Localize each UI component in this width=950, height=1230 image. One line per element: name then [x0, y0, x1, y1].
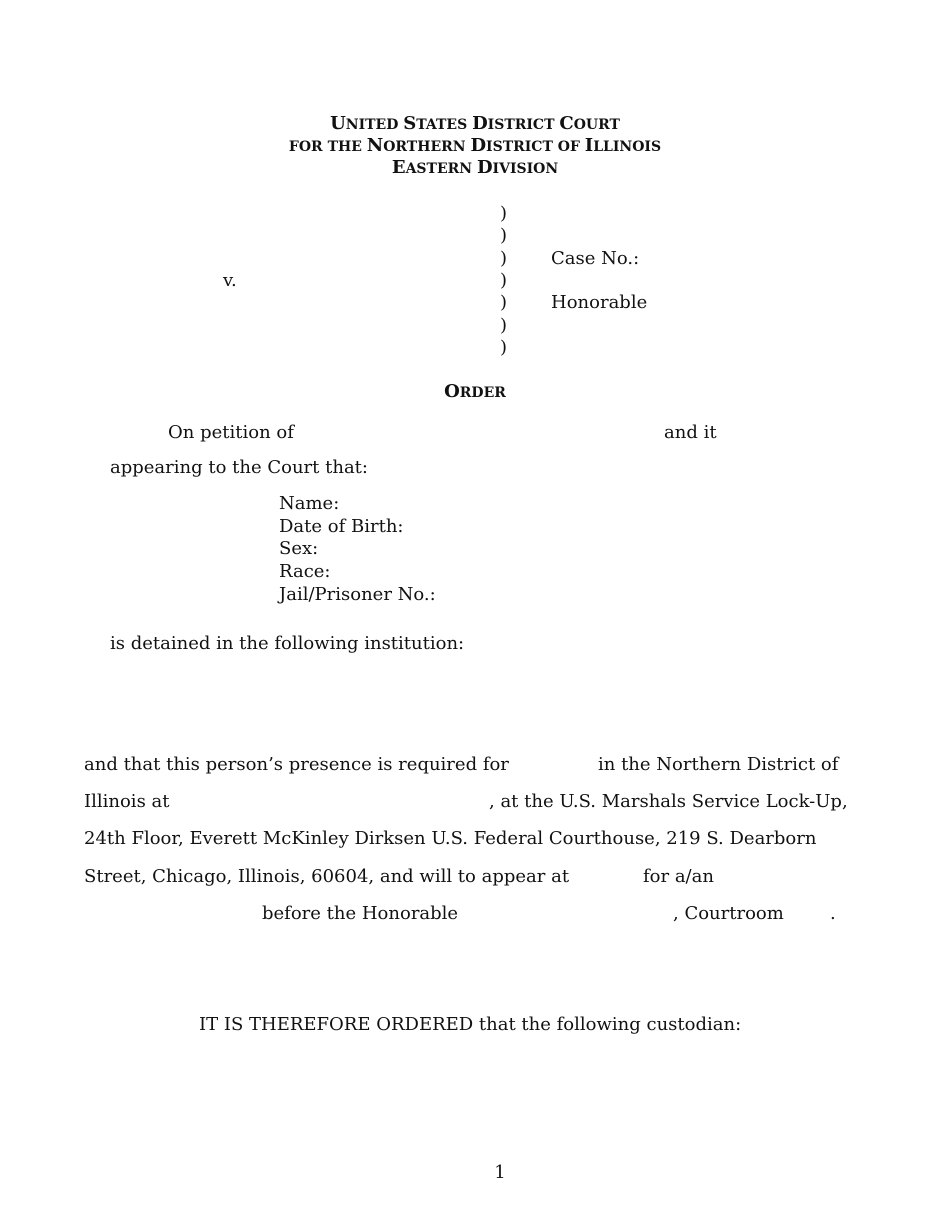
- presence-required-text: and that this person’s presence is required for: [84, 754, 509, 775]
- detained-text: is detained in the following institution:: [110, 633, 465, 654]
- courthouse-address-text: 24th Floor, Everett McKinley Dirksen U.S. Federal Courthouse, 219 S. Dearborn: [84, 828, 817, 849]
- appearing-text: appearing to the Court that:: [110, 457, 368, 478]
- for-a-an-text: for a/an: [643, 866, 714, 887]
- court-district-line: FOR THE NORTHERN DISTRICT OF ILLINOIS: [288, 135, 662, 156]
- caption-paren: ): [500, 337, 508, 358]
- order-title: ORDER: [444, 381, 506, 402]
- and-it-text: and it: [664, 422, 717, 443]
- jail-no-field-label: Jail/Prisoner No.:: [279, 584, 436, 605]
- marshals-text: , at the U.S. Marshals Service Lock-Up,: [489, 791, 848, 812]
- caption-paren: ): [500, 292, 508, 313]
- sex-field-label: Sex:: [279, 538, 319, 559]
- before-honorable-text: before the Honorable: [262, 903, 459, 924]
- caption-paren: ): [500, 203, 508, 224]
- page-number: 1: [494, 1162, 506, 1183]
- courtroom-text: , Courtroom: [673, 903, 784, 924]
- illinois-at-text: Illinois at: [84, 791, 170, 812]
- on-petition-text: On petition of: [168, 422, 294, 443]
- caption-paren: ): [500, 225, 508, 246]
- caption-paren: ): [500, 315, 508, 336]
- race-field-label: Race:: [279, 561, 331, 582]
- northern-district-text: in the Northern District of: [598, 754, 839, 775]
- street-appear-text: Street, Chicago, Illinois, 60604, and will to appear at: [84, 866, 570, 887]
- therefore-ordered-text: IT IS THEREFORE ORDERED that the following custodian:: [199, 1014, 742, 1035]
- court-division-line: EASTERN DIVISION: [391, 157, 559, 178]
- honorable-label: Honorable: [551, 292, 648, 313]
- dob-field-label: Date of Birth:: [279, 516, 404, 537]
- caption-paren: ): [500, 248, 508, 269]
- courtroom-period: .: [830, 903, 836, 924]
- court-name-line: UNITED STATES DISTRICT COURT: [330, 113, 620, 134]
- versus-label: v.: [223, 270, 237, 291]
- name-field-label: Name:: [279, 493, 340, 514]
- caption-paren: ): [500, 270, 508, 291]
- case-no-label: Case No.:: [551, 248, 640, 269]
